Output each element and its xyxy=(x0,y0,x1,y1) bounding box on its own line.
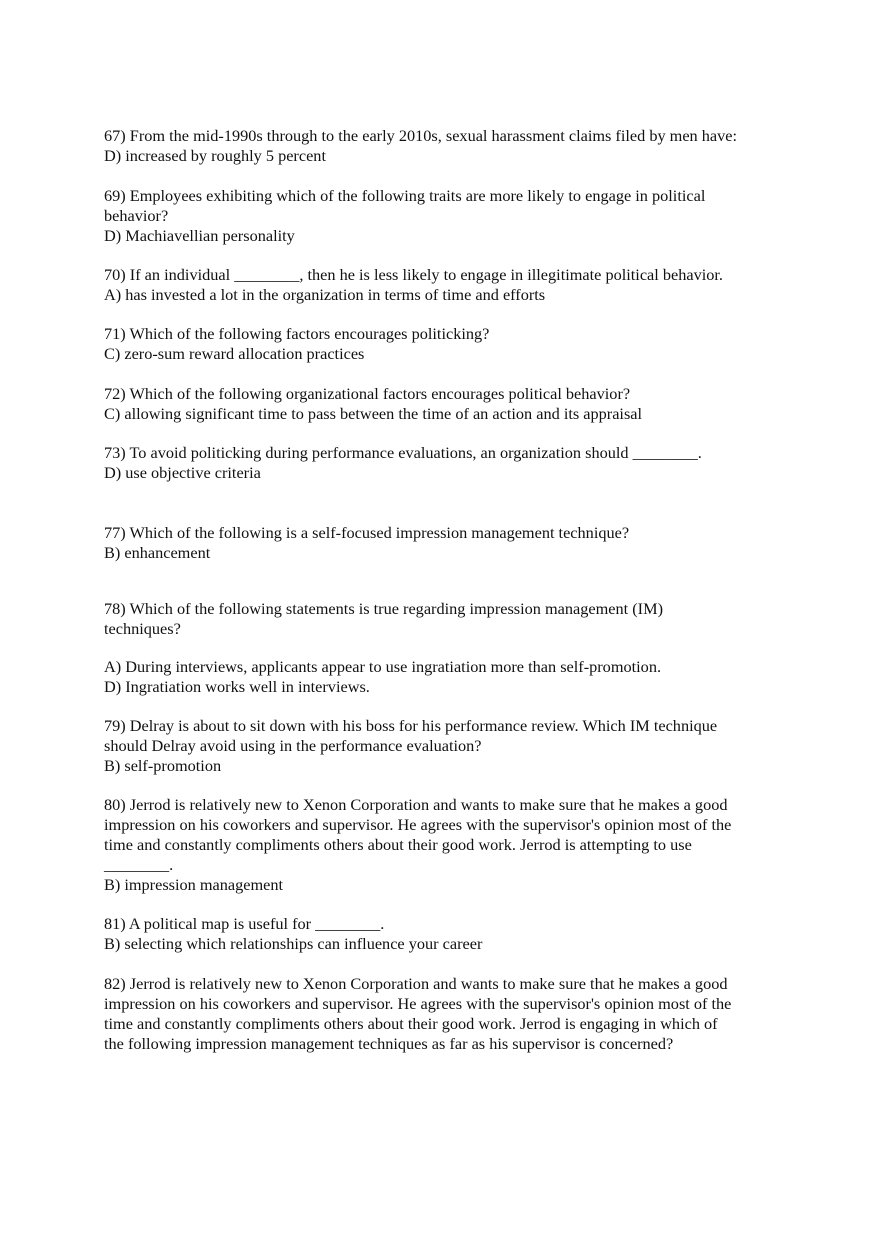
answer-text: D) Machiavellian personality xyxy=(104,226,295,245)
question-item-69 xyxy=(104,186,794,246)
question-text: should Delray avoid using in the performance evaluation? xyxy=(104,736,482,755)
question-text: 72) Which of the following organizational factors encourages political behavior? xyxy=(104,384,631,403)
question-text: 67) From the mid-1990s through to the early 2010s, sexual harassment claims filed by men have: xyxy=(104,126,738,145)
question-text: the following impression management techniques as far as his supervisor is concerned? xyxy=(104,1034,674,1053)
question-item-79 xyxy=(104,716,794,776)
question-item-73 xyxy=(104,443,794,483)
question-text: behavior? xyxy=(104,206,169,225)
answer-text: D) increased by roughly 5 percent xyxy=(104,146,326,165)
question-text: 80) Jerrod is relatively new to Xenon Corporation and wants to make sure that he makes a good xyxy=(104,795,728,814)
question-item-67 xyxy=(104,126,794,166)
question-text: 70) If an individual ________, then he is less likely to engage in illegitimate political behavior. xyxy=(104,265,724,284)
question-text: 69) Employees exhibiting which of the following traits are more likely to engage in political xyxy=(104,186,706,205)
question-item-70 xyxy=(104,265,794,305)
answer-text: C) allowing significant time to pass between the time of an action and its appraisal xyxy=(104,404,643,423)
question-text: 77) Which of the following is a self-focused impression management technique? xyxy=(104,523,630,542)
question-text: impression on his coworkers and supervisor. He agrees with the supervisor's opinion most of the xyxy=(104,994,732,1013)
question-text: 79) Delray is about to sit down with his boss for his performance review. Which IM technique xyxy=(104,716,718,735)
question-text: impression on his coworkers and supervisor. He agrees with the supervisor's opinion most of the xyxy=(104,815,732,834)
question-text: time and constantly compliments others about their good work. Jerrod is attempting to use xyxy=(104,835,692,854)
question-item-72 xyxy=(104,384,794,424)
question-text: 78) Which of the following statements is true regarding impression management (IM) xyxy=(104,599,663,618)
answer-text: A) has invested a lot in the organization in terms of time and efforts xyxy=(104,285,546,304)
question-item-81 xyxy=(104,914,794,954)
question-item-82 xyxy=(104,974,794,1054)
answer-text: D) use objective criteria xyxy=(104,463,261,482)
question-item-71 xyxy=(104,324,794,364)
question-text: 73) To avoid politicking during performance evaluations, an organization should ________. xyxy=(104,443,702,462)
question-text: ________. xyxy=(104,855,174,874)
answer-text: B) self-promotion xyxy=(104,756,222,775)
question-text: 82) Jerrod is relatively new to Xenon Corporation and wants to make sure that he makes a good xyxy=(104,974,728,993)
question-item-80 xyxy=(104,795,794,895)
answer-text: D) Ingratiation works well in interviews. xyxy=(104,677,370,696)
answer-text: C) zero-sum reward allocation practices xyxy=(104,344,365,363)
answer-text: B) impression management xyxy=(104,875,284,894)
answer-text: A) During interviews, applicants appear to use ingratiation more than self-promotion. xyxy=(104,657,662,676)
question-item-78-answers xyxy=(104,657,794,697)
answer-text: B) enhancement xyxy=(104,543,211,562)
question-text: time and constantly compliments others about their good work. Jerrod is engaging in which of xyxy=(104,1014,718,1033)
question-text: 81) A political map is useful for ________. xyxy=(104,914,385,933)
question-text: techniques? xyxy=(104,619,181,638)
answer-text: B) selecting which relationships can influence your career xyxy=(104,934,483,953)
question-item-78 xyxy=(104,599,794,639)
question-item-77 xyxy=(104,523,794,563)
question-text: 71) Which of the following factors encourages politicking? xyxy=(104,324,490,343)
